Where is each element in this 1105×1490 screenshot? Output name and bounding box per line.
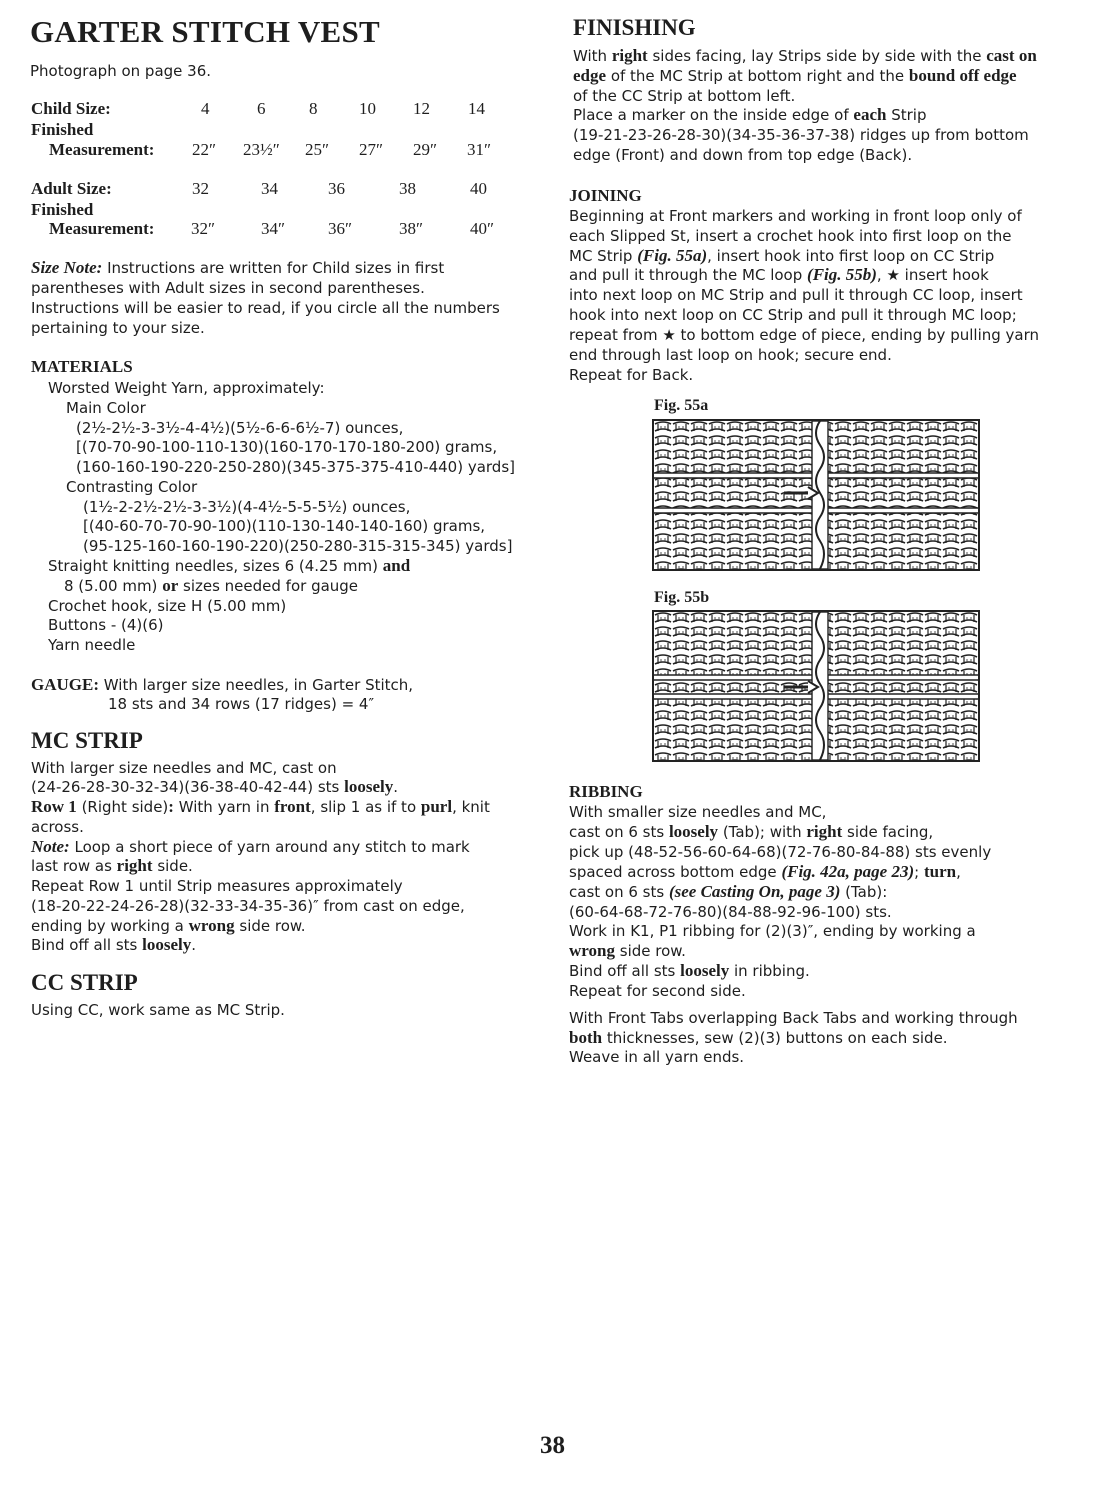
materials-line: Yarn needle xyxy=(48,636,136,654)
gauge-text: 18 sts and 34 rows (17 ridges) = 4″ xyxy=(108,695,375,713)
adult-measurement-value: 34″ xyxy=(261,219,286,238)
finishing-emphasis: bound off edge xyxy=(908,66,1017,85)
materials-heading: MATERIALS xyxy=(31,357,133,376)
mc-strip-line: (Right side) xyxy=(76,798,169,816)
finishing-line: edge (Front) and down from top edge (Back). xyxy=(573,146,913,164)
mc-strip-line: Repeat Row 1 until Strip measures approximately xyxy=(31,877,403,895)
page-number: 38 xyxy=(540,1432,565,1459)
ribbing-line: side row. xyxy=(614,942,686,960)
ribbing-line: With Front Tabs overlapping Back Tabs and working through xyxy=(569,1009,1018,1027)
ribbing-emphasis: wrong xyxy=(569,941,615,960)
finishing-line: of the MC Strip at bottom right and the xyxy=(606,67,909,85)
mc-strip-line: . xyxy=(191,936,196,954)
mc-strip-line: With larger size needles and MC, cast on xyxy=(31,759,337,777)
materials-line: 8 (5.00 mm) xyxy=(64,577,163,595)
mc-strip-line: ending by working a xyxy=(31,917,189,935)
mc-strip-emphasis: right xyxy=(116,856,153,875)
finished-label: Finished xyxy=(31,200,94,219)
size-note-text: parentheses with Adult sizes in second parentheses. xyxy=(31,279,425,297)
joining-line: repeat from ★ to bottom edge of piece, ending by pulling yarn xyxy=(569,326,1040,344)
materials-line: Buttons - (4)(6) xyxy=(48,616,164,634)
measurement-label: Measurement: xyxy=(49,140,155,159)
adult-size-value: 38 xyxy=(399,179,416,198)
ribbing-line: Weave in all yarn ends. xyxy=(569,1048,745,1066)
finishing-line: With xyxy=(573,47,612,65)
adult-measurement-value: 40″ xyxy=(470,219,495,238)
knit-strip-illustration xyxy=(654,612,978,760)
mc-strip-line: side. xyxy=(152,857,193,875)
mc-strip-line: Loop a short piece of yarn around any stitch to mark xyxy=(69,838,470,856)
ribbing-line: (60-64-68-72-76-80)(84-88-92-96-100) sts. xyxy=(569,903,892,921)
figure-55b-illustration xyxy=(652,610,980,762)
mc-strip-emphasis: purl xyxy=(420,797,453,816)
materials-line: (95-125-160-160-190-220)(250-280-315-315-345) yards] xyxy=(83,537,513,555)
finishing-emphasis: edge xyxy=(573,66,607,85)
child-measurement-value: 27″ xyxy=(359,140,384,159)
materials-line: Contrasting Color xyxy=(66,478,198,496)
ribbing-emphasis: both xyxy=(569,1028,603,1047)
mc-strip-line: With yarn in xyxy=(173,798,275,816)
joining-line: end through last loop on hook; secure end. xyxy=(569,346,892,364)
child-measurement-value: 23½″ xyxy=(243,140,280,159)
ribbing-line: thicknesses, sew (2)(3) buttons on each side. xyxy=(602,1029,948,1047)
mc-strip-emphasis: front xyxy=(274,797,311,816)
child-size-value: 10 xyxy=(359,99,376,118)
materials-line: Main Color xyxy=(66,399,146,417)
mc-strip-line: Bind off all sts xyxy=(31,936,143,954)
joining-line: hook into next loop on CC Strip and pull it through MC loop; xyxy=(569,306,1017,324)
ribbing-line: Work in K1, P1 ribbing for (2)(3)″, ending by working a xyxy=(569,922,976,940)
mc-strip-line: last row as xyxy=(31,857,117,875)
materials-line: (1½-2-2½-2½-3-3½)(4-4½-5-5-5½) ounces, xyxy=(83,498,411,516)
mc-strip-line: . xyxy=(393,778,399,796)
mc-strip-emphasis: : xyxy=(168,797,174,816)
materials-line: sizes needed for gauge xyxy=(178,577,359,595)
joining-line: into next loop on MC Strip and pull it through CC loop, insert xyxy=(569,286,1023,304)
size-note-text: Instructions are written for Child sizes in first xyxy=(102,259,445,277)
measurement-label: Measurement: xyxy=(49,219,155,238)
ribbing-line: cast on 6 sts xyxy=(569,823,669,841)
finished-label: Finished xyxy=(31,120,94,139)
mc-strip-line: , knit xyxy=(452,798,490,816)
materials-emphasis: and xyxy=(382,556,411,575)
joining-line: , ★ insert hook xyxy=(876,266,989,284)
joining-line: Repeat for Back. xyxy=(569,366,694,384)
materials-line: [(40-60-70-70-90-100)(110-130-140-140-160) grams, xyxy=(83,517,486,535)
cc-strip-line: Using CC, work same as MC Strip. xyxy=(31,1001,285,1019)
adult-measurement-value: 38″ xyxy=(399,219,424,238)
joining-line: Beginning at Front markers and working in front loop only of xyxy=(569,207,1022,225)
mc-strip-emphasis: loosely xyxy=(142,935,192,954)
ribbing-line: Repeat for second side. xyxy=(569,982,746,1000)
ribbing-line: (Tab); with xyxy=(718,823,807,841)
mc-strip-line: across. xyxy=(31,818,84,836)
child-size-value: 8 xyxy=(309,99,318,118)
joining-line: MC Strip xyxy=(569,247,638,265)
finishing-line: of the CC Strip at bottom left. xyxy=(573,87,796,105)
photo-reference: Photograph on page 36. xyxy=(30,62,212,80)
gauge-text: With larger size needles, in Garter Stitch, xyxy=(99,676,414,694)
ribbing-emphasis: loosely xyxy=(680,961,730,980)
ribbing-line: in ribbing. xyxy=(729,962,810,980)
size-note-text: Instructions will be easier to read, if you circle all the numbers xyxy=(31,299,500,317)
child-measurement-value: 31″ xyxy=(467,140,492,159)
note-label: Note: xyxy=(31,837,70,856)
mc-strip-line: side row. xyxy=(234,917,306,935)
figure-reference: (Fig. 55b) xyxy=(807,265,877,284)
ribbing-emphasis: loosely xyxy=(668,822,719,841)
adult-measurement-value: 36″ xyxy=(328,219,353,238)
finishing-line: Strip xyxy=(886,106,927,124)
mc-strip-line: (18-20-22-24-26-28)(32-33-34-35-36)″ from cast on edge, xyxy=(31,897,465,915)
adult-size-value: 36 xyxy=(328,179,345,198)
ribbing-line: pick up (48-52-56-60-64-68)(72-76-80-84-88) sts evenly xyxy=(569,843,992,861)
ribbing-emphasis: right xyxy=(806,822,843,841)
mc-strip-heading: MC STRIP xyxy=(31,728,143,753)
figure-reference: (Fig. 55a) xyxy=(637,246,708,265)
materials-line: [(70-70-90-100-110-130)(160-170-170-180-200) grams, xyxy=(76,438,498,456)
size-note-label: Size Note: xyxy=(31,258,103,277)
adult-size-value: 40 xyxy=(470,179,487,198)
child-size-value: 12 xyxy=(413,99,430,118)
ribbing-line: ; xyxy=(914,863,924,881)
row-label: Row 1 xyxy=(31,797,77,816)
finishing-emphasis: each xyxy=(853,105,887,124)
materials-line: Worsted Weight Yarn, approximately: xyxy=(48,379,325,397)
joining-heading: JOINING xyxy=(569,186,642,205)
ribbing-line: spaced across bottom edge xyxy=(569,863,782,881)
mc-strip-emphasis: loosely xyxy=(344,777,394,796)
page-title: GARTER STITCH VEST xyxy=(30,14,381,49)
mc-strip-emphasis: wrong xyxy=(188,916,235,935)
joining-line: and pull it through the MC loop xyxy=(569,266,808,284)
child-size-value: 4 xyxy=(201,99,210,118)
mc-strip-line: , slip 1 as if to xyxy=(310,798,421,816)
ribbing-line: , xyxy=(956,863,961,881)
figure-reference: (Fig. 42a, page 23) xyxy=(781,862,915,881)
adult-measurement-value: 32″ xyxy=(191,219,216,238)
finishing-line: (19-21-23-26-28-30)(34-35-36-37-38) ridges up from bottom xyxy=(573,126,1029,144)
ribbing-line: side facing, xyxy=(842,823,934,841)
finishing-emphasis: right xyxy=(611,46,648,65)
adult-size-value: 34 xyxy=(261,179,278,198)
finishing-line: sides facing, lay Strips side by side with the xyxy=(647,47,987,65)
ribbing-line: cast on 6 sts xyxy=(569,883,669,901)
finishing-heading: FINISHING xyxy=(573,15,696,40)
finishing-emphasis: cast on xyxy=(986,46,1037,65)
child-size-label: Child Size: xyxy=(31,99,111,118)
gauge-label: GAUGE: xyxy=(31,675,99,694)
finishing-line: Place a marker on the inside edge of xyxy=(573,106,854,124)
page-reference: (see Casting On, page 3) xyxy=(668,882,841,901)
materials-emphasis: or xyxy=(162,576,179,595)
child-measurement-value: 29″ xyxy=(413,140,438,159)
child-measurement-value: 25″ xyxy=(305,140,330,159)
figure-55b-caption: Fig. 55b xyxy=(654,589,710,606)
adult-size-label: Adult Size: xyxy=(31,179,112,198)
materials-line: Straight knitting needles, sizes 6 (4.25 mm) xyxy=(48,557,383,575)
child-size-value: 6 xyxy=(257,99,266,118)
knit-strip-illustration xyxy=(654,421,978,569)
child-measurement-value: 22″ xyxy=(192,140,217,159)
joining-line: , insert hook into first loop on CC Strip xyxy=(707,247,995,265)
materials-line: (160-160-190-220-250-280)(345-375-375-410-440) yards] xyxy=(76,458,515,476)
ribbing-line: (Tab): xyxy=(840,883,888,901)
cc-strip-heading: CC STRIP xyxy=(31,970,138,995)
adult-size-value: 32 xyxy=(192,179,209,198)
materials-line: (2½-2½-3-3½-4-4½)(5½-6-6-6½-7) ounces, xyxy=(76,419,404,437)
figure-55a-caption: Fig. 55a xyxy=(654,397,709,414)
figure-55a-illustration xyxy=(652,419,980,571)
child-size-value: 14 xyxy=(468,99,485,118)
materials-line: Crochet hook, size H (5.00 mm) xyxy=(48,597,287,615)
ribbing-emphasis: turn xyxy=(923,862,957,881)
ribbing-heading: RIBBING xyxy=(569,782,643,801)
ribbing-line: Bind off all sts xyxy=(569,962,681,980)
mc-strip-line: (24-26-28-30-32-34)(36-38-40-42-44) sts xyxy=(31,778,345,796)
ribbing-line: With smaller size needles and MC, xyxy=(569,803,827,821)
size-note-text: pertaining to your size. xyxy=(31,319,205,337)
joining-line: each Slipped St, insert a crochet hook into first loop on the xyxy=(569,227,1012,245)
